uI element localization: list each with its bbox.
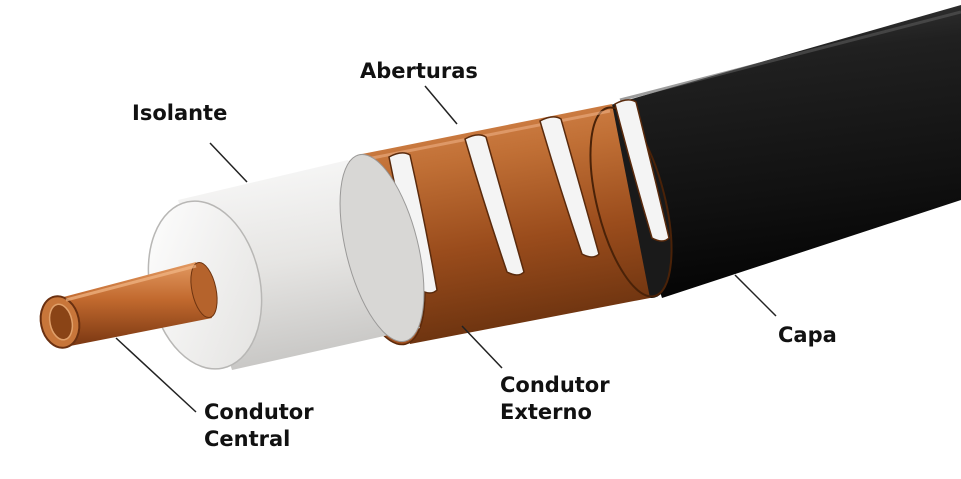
leader-line-capa	[735, 275, 776, 316]
leader-line-aberturas	[425, 86, 457, 124]
label-isolante: Isolante	[132, 101, 228, 125]
insulator	[134, 146, 441, 379]
label-condutor-externo	[500, 372, 610, 426]
leader-line-isolante	[210, 143, 247, 182]
label-condutor-central-line1: Condutor	[204, 400, 314, 424]
label-condutor-externo-line2: Externo	[500, 400, 592, 424]
leader-line-condutor-externo	[462, 326, 502, 368]
label-condutor-central	[204, 399, 314, 453]
label-condutor-externo-line1: Condutor	[500, 373, 610, 397]
label-capa: Capa	[778, 323, 837, 347]
label-aberturas: Aberturas	[360, 59, 478, 83]
label-condutor-central-line2: Central	[204, 427, 291, 451]
